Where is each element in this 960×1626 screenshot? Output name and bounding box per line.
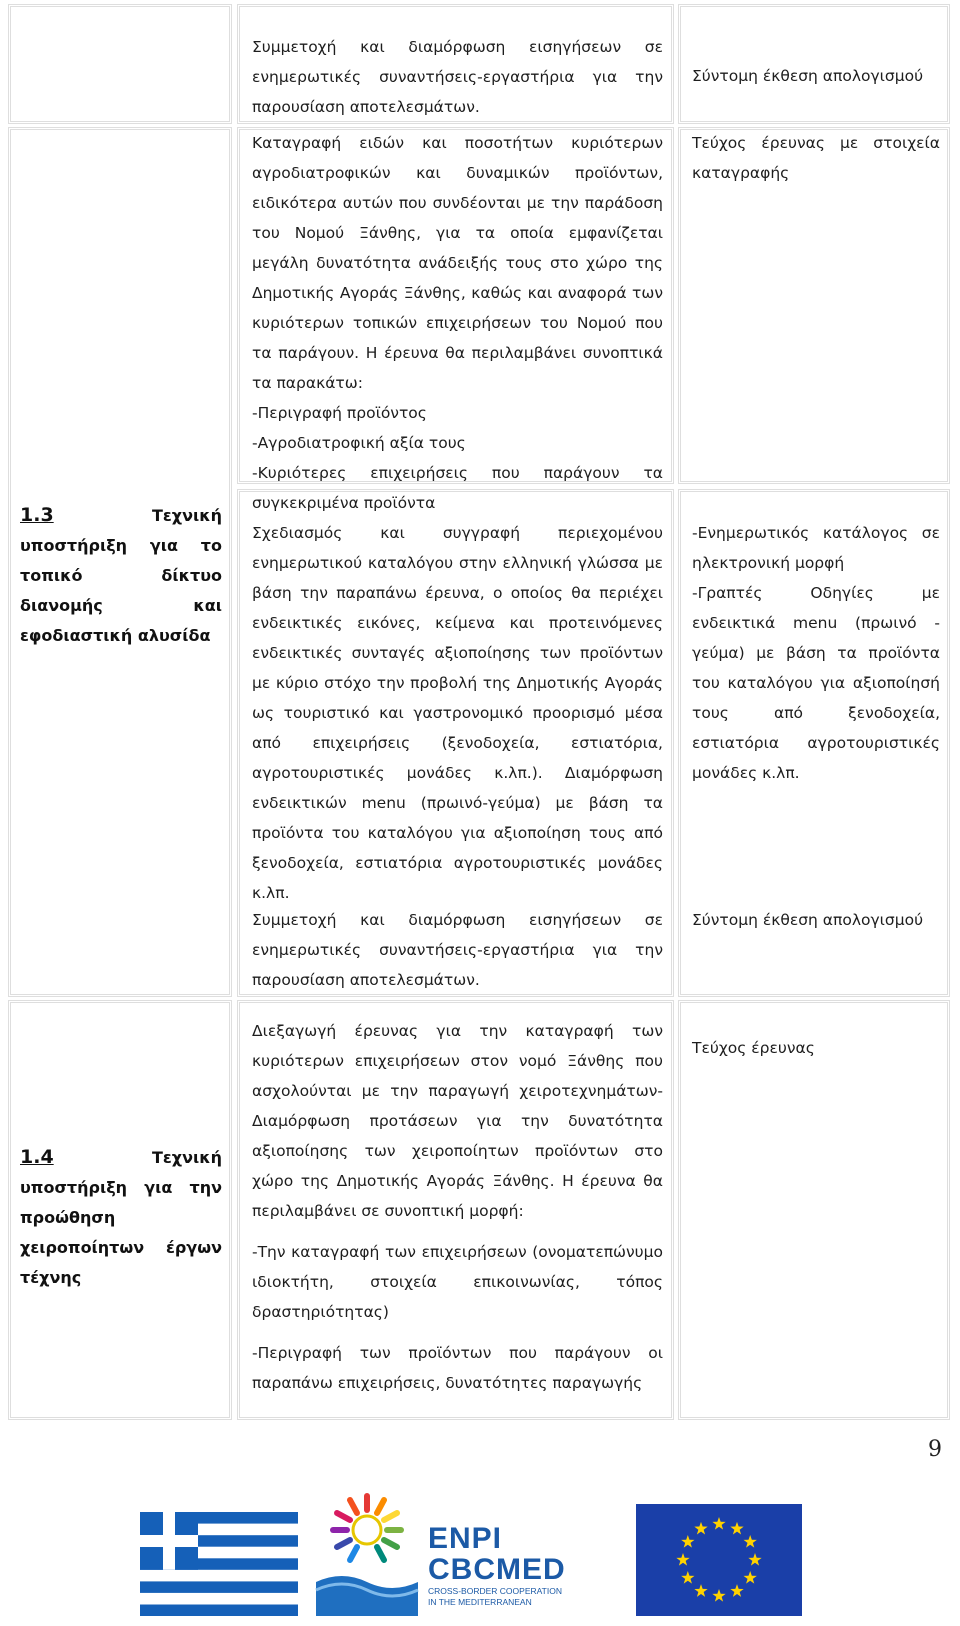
section-heading: [20, 1142, 222, 1293]
activity-paragraph: Συμμετοχή και διαμόρφωση εισηγήσεων σε ενημερωτικές συναντήσεις-εργαστήρια για την παρουσίαση αποτελεσμάτων.: [252, 38, 663, 116]
eu-flag-logo: [636, 1504, 802, 1616]
deliverable-paragraph: Τεύχος έρευνας: [692, 1039, 815, 1057]
page-number: 9: [928, 1437, 942, 1462]
activity-text: [252, 128, 663, 518]
deliverable-paragraph: Σύντομη έκθεση απολογισμού: [692, 911, 924, 929]
activity-list-item: -Περιγραφή προϊόντος: [252, 404, 427, 422]
deliverable-paragraph: Σύντομη έκθεση απολογισμού: [692, 67, 924, 85]
activity-paragraph: Καταγραφή ειδών και ποσοτήτων κυριότερων αγροδιατροφικών και δυναμικών προϊόντων, ειδικότερα αυτών που συνδέονται με την παράδοση του Νομού Ξάνθης, για τα οποία εμφανίζεται μεγάλη δυνατότητα ανάδειξής τους στο χώρο της Δημοτικής Αγοράς Ξάνθης, καθώς και αναφορά των κυριότερων τοπικών επιχειρήσεων του Νομού που τα παράγουν. Η έρευνα θα περιλαμβάνει συνοπτικά τα παρακάτω:: [252, 134, 663, 392]
footer-logos: [0, 1490, 960, 1626]
deliverable-text: [692, 518, 940, 788]
deliverable-text: [692, 1033, 940, 1063]
enpi-logo-caption: IN THE MEDITERRANEAN: [428, 1597, 532, 1607]
deliverable-list-item: -Ενημερωτικός κατάλογος σε ηλεκτρονική μορφή: [692, 524, 940, 572]
activity-text: [252, 1016, 663, 1398]
table-cell: [678, 1000, 950, 1420]
greek-flag-logo: [140, 1512, 298, 1616]
section-number: 1.3: [20, 504, 54, 526]
activity-list-item: -Αγροδιατροφική αξία τους: [252, 434, 466, 452]
activity-text: [252, 32, 663, 122]
deliverable-list-item: -Γραπτές Οδηγίες με ενδεικτικά menu (πρωινό - γεύμα) με βάση τα προϊόντα του καταλόγου για αξιοποίησή τους από ξενοδοχεία, εστιατόρια αγροτουριστικές μονάδες κ.λπ.: [692, 584, 940, 782]
activity-paragraph: Σχεδιασμός και συγγραφή περιεχομένου ενημερωτικού καταλόγου στην ελληνική γλώσσα με βάση την παραπάνω έρευνα, ο οποίος θα περιέχει ενδεικτικές εικόνες, κείμενα και προτεινόμενες ενδεικτικές συνταγές αξιοποίησης των προϊόντων με κύριο στόχο την προβολή της Δημοτικής Αγοράς ως τουριστικό και γαστρονομικό προορισμό μέσα από επιχειρήσεις (ξενοδοχεία, εστιατόρια, αγροτουριστικές μονάδες κ.λπ.). Διαμόρφωση ενδεικτικών menu (πρωινό-γεύμα) με βάση τα προϊόντα του καταλόγου για αξιοποίηση τους από ξενοδοχεία, εστιατόρια αγροτουριστικές μονάδες κ.λπ.: [252, 524, 663, 902]
activity-text: [252, 905, 663, 995]
activity-paragraph: Διεξαγωγή έρευνας για την καταγραφή των κυριότερων επιχειρήσεων στον νομό Ξάνθης που ασχολούνται με την παραγωγή χειροτεχνημάτων-Διαμόρφωση προτάσεων για την δυνατότητα αξιοποίησης των χειροποίητων προϊόντων στο χώρο της Δημοτικής Αγοράς Ξάνθης. Η έρευνα θα περιλαμβάνει σε συνοπτική μορφή:: [252, 1022, 663, 1220]
enpi-logo-caption: CROSS-BORDER COOPERATION: [428, 1586, 562, 1596]
enpi-text-logo: [428, 1524, 598, 1608]
section-title: Τεχνική υποστήριξη για το τοπικό δίκτυο διανομής και εφοδιαστική αλυσίδα: [20, 506, 222, 645]
deliverable-text: [692, 128, 940, 188]
section-number: 1.4: [20, 1146, 54, 1168]
activity-text: [252, 518, 663, 908]
deliverable-text: [692, 61, 940, 91]
section-title: Τεχνική υποστήριξη για την προώθηση χειροποίητων έργων τέχνης: [20, 1148, 222, 1287]
section-heading: [20, 500, 222, 651]
deliverable-text: [692, 905, 940, 935]
table-cell: [8, 4, 232, 124]
enpi-logo-sub: CBCMED: [428, 1553, 566, 1586]
enpi-sun-logo: [312, 1490, 422, 1616]
enpi-logo-main: ENPI: [428, 1522, 503, 1555]
activity-list-item: -Την καταγραφή των επιχειρήσεων (ονοματεπώνυμο ιδιοκτήτη, στοιχεία επικοινωνίας, τόπος δραστηριότητας): [252, 1243, 663, 1321]
deliverable-paragraph: Τεύχος έρευνας με στοιχεία καταγραφής: [692, 134, 940, 182]
activity-paragraph: Συμμετοχή και διαμόρφωση εισηγήσεων σε ενημερωτικές συναντήσεις-εργαστήρια για την παρουσίαση αποτελεσμάτων.: [252, 911, 663, 989]
activity-list-item: -Κυριότερες επιχειρήσεις που παράγουν τα συγκεκριμένα προϊόντα: [252, 464, 663, 512]
activity-list-item: -Περιγραφή των προϊόντων που παράγουν οι παραπάνω επιχειρήσεις, δυνατότητες παραγωγής: [252, 1344, 663, 1392]
